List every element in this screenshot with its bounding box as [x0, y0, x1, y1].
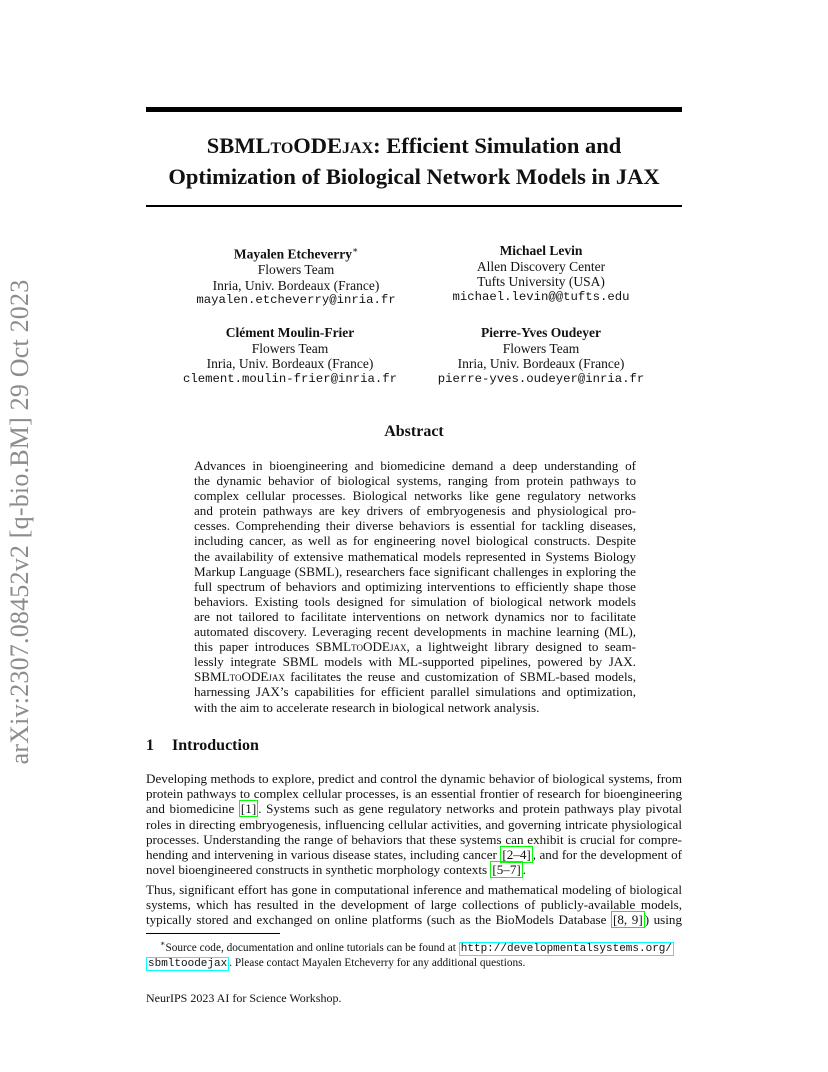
- footnote-url-link-cont[interactable]: sbmltoodejax: [148, 957, 228, 970]
- intro-paragraph-2: Thus, significant effort has gone in computational inference and mathematical modeling of biological systems, which has resulted in the development of large collections of publicly-available models, typically stored and exchanged on online platforms (such as the BioModels Database [8, 9] ) using: [146, 882, 682, 928]
- footnote-url-link[interactable]: http://developmentalsystems.org/: [460, 942, 672, 955]
- author-email: clement.moulin-frier@inria.fr: [182, 371, 397, 386]
- paper-title: SBMLtoODEjax: Efficient Simulation and Optimization of Biological Network Models in JAX: [168, 133, 660, 189]
- abstract-heading: Abstract: [384, 423, 444, 440]
- author-block-moulin-frier: Clément Moulin-Frier Flowers Team Inria, Univ. Bordeaux (France) clement.moulin-frier@inria.fr: [140, 325, 440, 387]
- citation-link[interactable]: [8, 9]: [613, 912, 643, 928]
- venue-footer: NeurIPS 2023 AI for Science Workshop.: [146, 991, 342, 1005]
- footnote-rule: [146, 933, 280, 934]
- author-email: pierre-yves.oudeyer@inria.fr: [437, 371, 645, 386]
- author-block-levin: Michael Levin Allen Discovery Center Tufts University (USA) michael.levin@@tufts.edu: [391, 243, 691, 305]
- citation-link[interactable]: [1]: [240, 801, 257, 817]
- section-heading-introduction: 1 Introduction: [146, 737, 259, 754]
- intro-paragraph-1: Developing methods to explore, predict and control the dynamic behavior of biological systems, from protein pathways to complex cellular processes, is an essential frontier of research for bioengineering and biomedicine [1] . Systems such as gene regulatory networks and protein pathways play pivotal roles in directing embryogenesis, influencing cellular activities, and governing intricate physiological processes. Understanding the range of behaviors that these systems can exhibit is crucial for compre- hending and intervening in various disease states, including cancer [2–4] , and for the development of novel bioengineered constructs in synthetic morphology contexts [5–7] .: [146, 771, 682, 878]
- citation-link[interactable]: [5–7]: [492, 862, 521, 878]
- author-block-oudeyer: Pierre-Yves Oudeyer Flowers Team Inria, Univ. Bordeaux (France) pierre-yves.oudeyer@inria.fr: [391, 325, 691, 387]
- arxiv-identifier: arXiv:2307.08452v2 [q-bio.BM] 29 Oct 2023: [5, 279, 34, 765]
- citation-link[interactable]: [2–4]: [502, 847, 531, 863]
- author-email: mayalen.etcheverry@inria.fr: [196, 293, 396, 307]
- author-email: michael.levin@@tufts.edu: [452, 289, 630, 304]
- footnote: ∗Source code, documentation and online tutorials can be found at http://developmentalsystems.org/ sbmltoodejax . Please contact Mayalen Etcheverry for any additional questions.: [148, 939, 672, 970]
- author-block-etcheverry: Mayalen Etcheverry∗ Flowers Team Inria, Univ. Bordeaux (France) mayalen.etcheverry@inria.fr: [146, 243, 446, 309]
- title-top-rule: [146, 107, 682, 112]
- abstract-body: Advances in bioengineering and biomedicine demand a deep understanding of the dynamic behavior of biological systems, ranging from protein pathways to complex cellular processes. Biological networks like gene regulatory networks and protein pathways are key drivers of embryogenesis and physiological pro- cesses. Comprehending their diverse behaviors is essential for tackling diseases, including cancer, as well as for engineering novel biological constructs. Despite the availability of extensive mathematical models represented in Systems Biology Markup Language (SBML), researchers face significant challenges in exploring the full spectrum of behaviors and optimizing interventions to efficiently shape those behaviors. Existing tools designed for simulation of biological network models are not tailored to facilitate interventions on network dynamics nor to facilitate automated discovery. Leveraging recent developments in machine learning (ML), this paper introduces SBMLtoODEjax, a lightweight library designed to seam- lessly integrate SBML models with ML-supported pipelines, powered by JAX. SBMLtoODEjax facilitates the reuse and customization of SBML-based models, harnessing JAX’s capabilities for efficient parallel simulations and optimization, with the aim to accelerate research in biological network analysis.: [194, 458, 637, 715]
- title-bottom-rule: [146, 205, 682, 207]
